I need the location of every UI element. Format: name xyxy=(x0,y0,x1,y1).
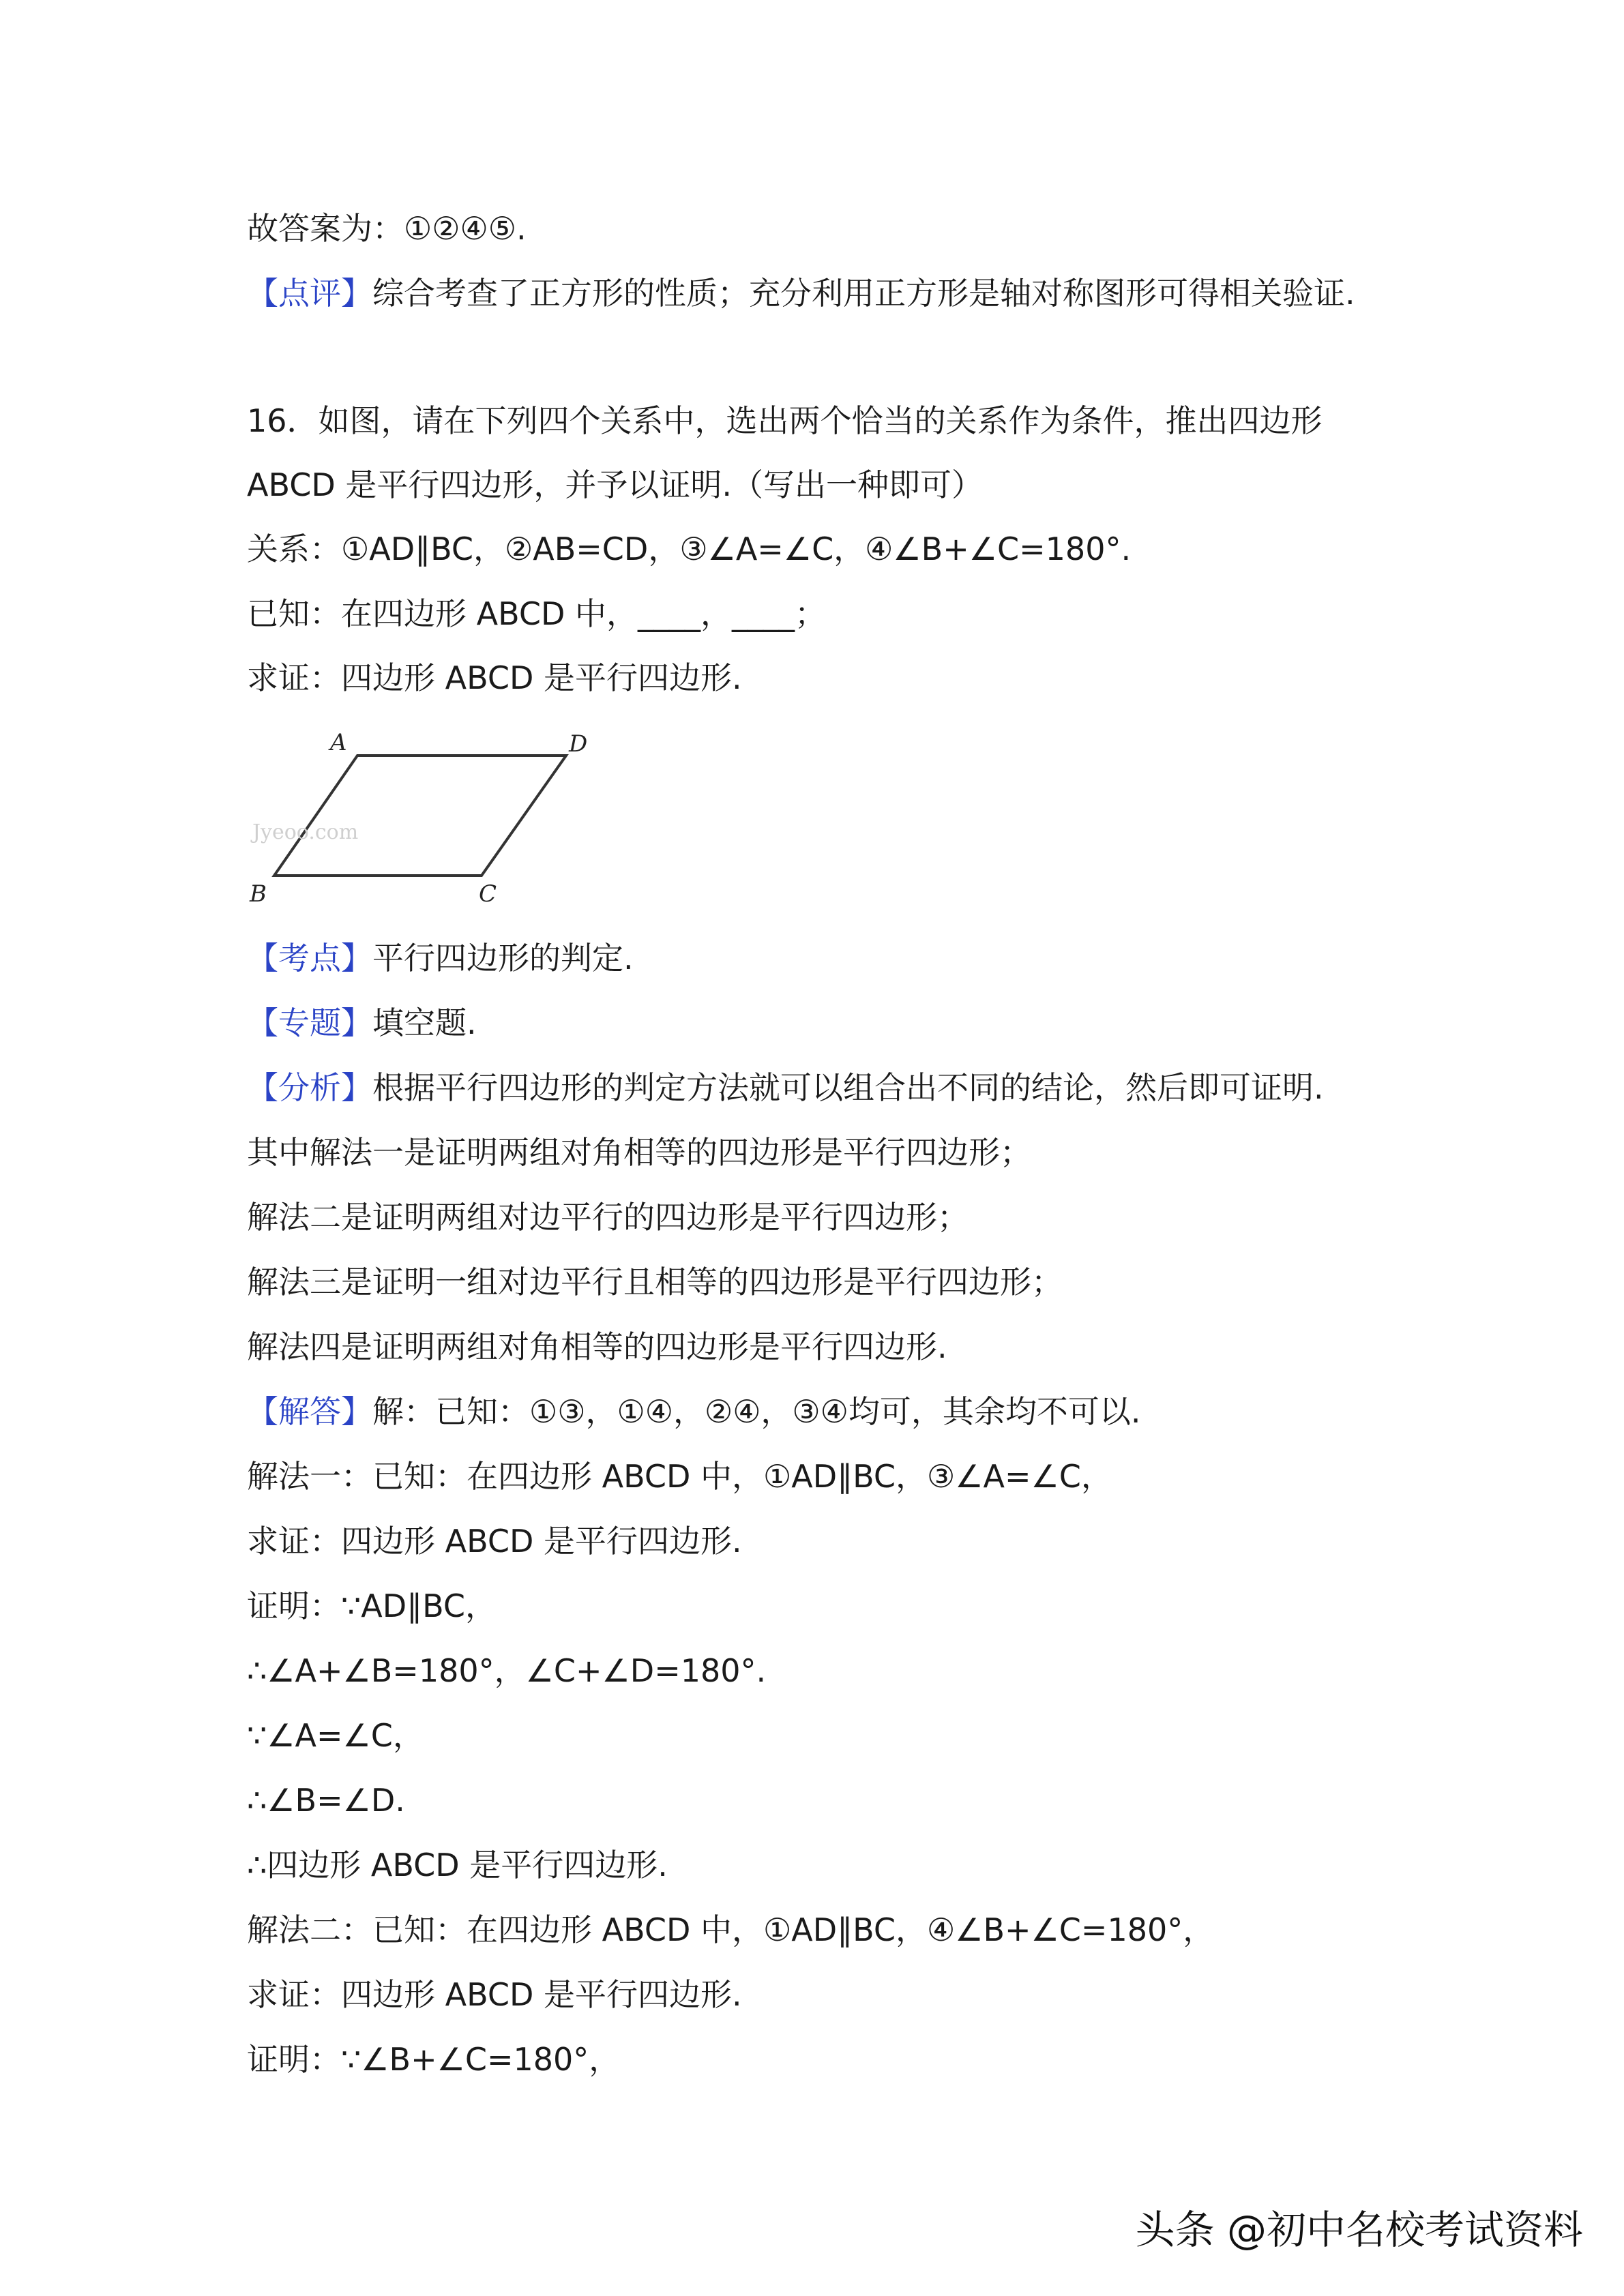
figure-watermark: Jyeoo.com xyxy=(252,820,359,844)
given-line: 已知：在四边形 ABCD 中，____，____； xyxy=(247,595,827,632)
parallelogram-figure xyxy=(246,723,600,914)
source-watermark: 头条 @初中名校考试资料 xyxy=(1135,2207,1583,2253)
method2-proof-1: 证明：∵∠B+∠C=180°， xyxy=(247,2041,621,2078)
analysis-line-2: 其中解法一是证明两组对角相等的四边形是平行四边形； xyxy=(247,1134,1031,1171)
method1-given: 解法一：已知：在四边形 ABCD 中，①AD∥BC，③∠A=∠C， xyxy=(247,1458,1112,1495)
label-d: D xyxy=(569,730,588,758)
question-line-2: ABCD 是平行四边形，并予以证明.（写出一种即可） xyxy=(247,466,984,503)
analysis-tag: 【分析】 xyxy=(247,1069,372,1106)
prove-line: 求证：四边形 ABCD 是平行四边形. xyxy=(247,659,742,696)
topic-tag: 【专题】 xyxy=(247,1004,372,1041)
analysis-line-5: 解法四是证明两组对角相等的四边形是平行四边形. xyxy=(247,1328,947,1365)
label-c: C xyxy=(479,880,497,908)
method1-prove: 求证：四边形 ABCD 是平行四边形. xyxy=(247,1523,742,1560)
comment-line xyxy=(247,273,1355,314)
analysis-line-3: 解法二是证明两组对边平行的四边形是平行四边形； xyxy=(247,1199,969,1236)
comment-tag: 【点评】 xyxy=(247,275,372,312)
parallelogram-shape xyxy=(274,756,566,876)
label-a: A xyxy=(330,729,347,756)
analysis-line-4: 解法三是证明一组对边平行且相等的四边形是平行四边形； xyxy=(247,1264,1063,1300)
keypoint-line xyxy=(247,938,634,979)
method1-proof-3: ∵∠A=∠C， xyxy=(247,1717,424,1754)
question-line-1: 16．如图，请在下列四个关系中，选出两个恰当的关系作为条件，推出四边形 xyxy=(247,402,1323,439)
relations-line: 关系：①AD∥BC，②AB=CD，③∠A=∠C，④∠B+∠C=180°. xyxy=(247,531,1132,567)
answer-line: 故答案为：①②④⑤. xyxy=(247,210,527,247)
method2-prove: 求证：四边形 ABCD 是平行四边形. xyxy=(247,1976,742,2013)
method1-proof-4: ∴∠B=∠D. xyxy=(247,1782,405,1819)
method1-conclusion: ∴四边形 ABCD 是平行四边形. xyxy=(247,1847,668,1883)
analysis-line xyxy=(247,1067,1324,1108)
keypoint-tag: 【考点】 xyxy=(247,940,372,976)
keypoint-text: 平行四边形的判定. xyxy=(372,940,634,976)
comment-text: 综合考查了正方形的性质；充分利用正方形是轴对称图形可得相关验证. xyxy=(372,275,1355,312)
method1-proof-1: 证明：∵AD∥BC， xyxy=(247,1587,497,1624)
method1-proof-2: ∴∠A+∠B=180°，∠C+∠D=180°. xyxy=(247,1652,767,1689)
solution-text: 解：已知：①③，①④，②④，③④均可，其余均不可以. xyxy=(372,1393,1141,1430)
solution-line xyxy=(247,1391,1141,1432)
solution-tag: 【解答】 xyxy=(247,1393,372,1430)
topic-line xyxy=(247,1002,477,1043)
topic-text: 填空题. xyxy=(372,1004,477,1041)
analysis-text: 根据平行四边形的判定方法就可以组合出不同的结论，然后即可证明. xyxy=(372,1069,1324,1106)
label-b: B xyxy=(250,880,267,908)
method2-given: 解法二：已知：在四边形 ABCD 中，①AD∥BC，④∠B+∠C=180°， xyxy=(247,1911,1215,1948)
